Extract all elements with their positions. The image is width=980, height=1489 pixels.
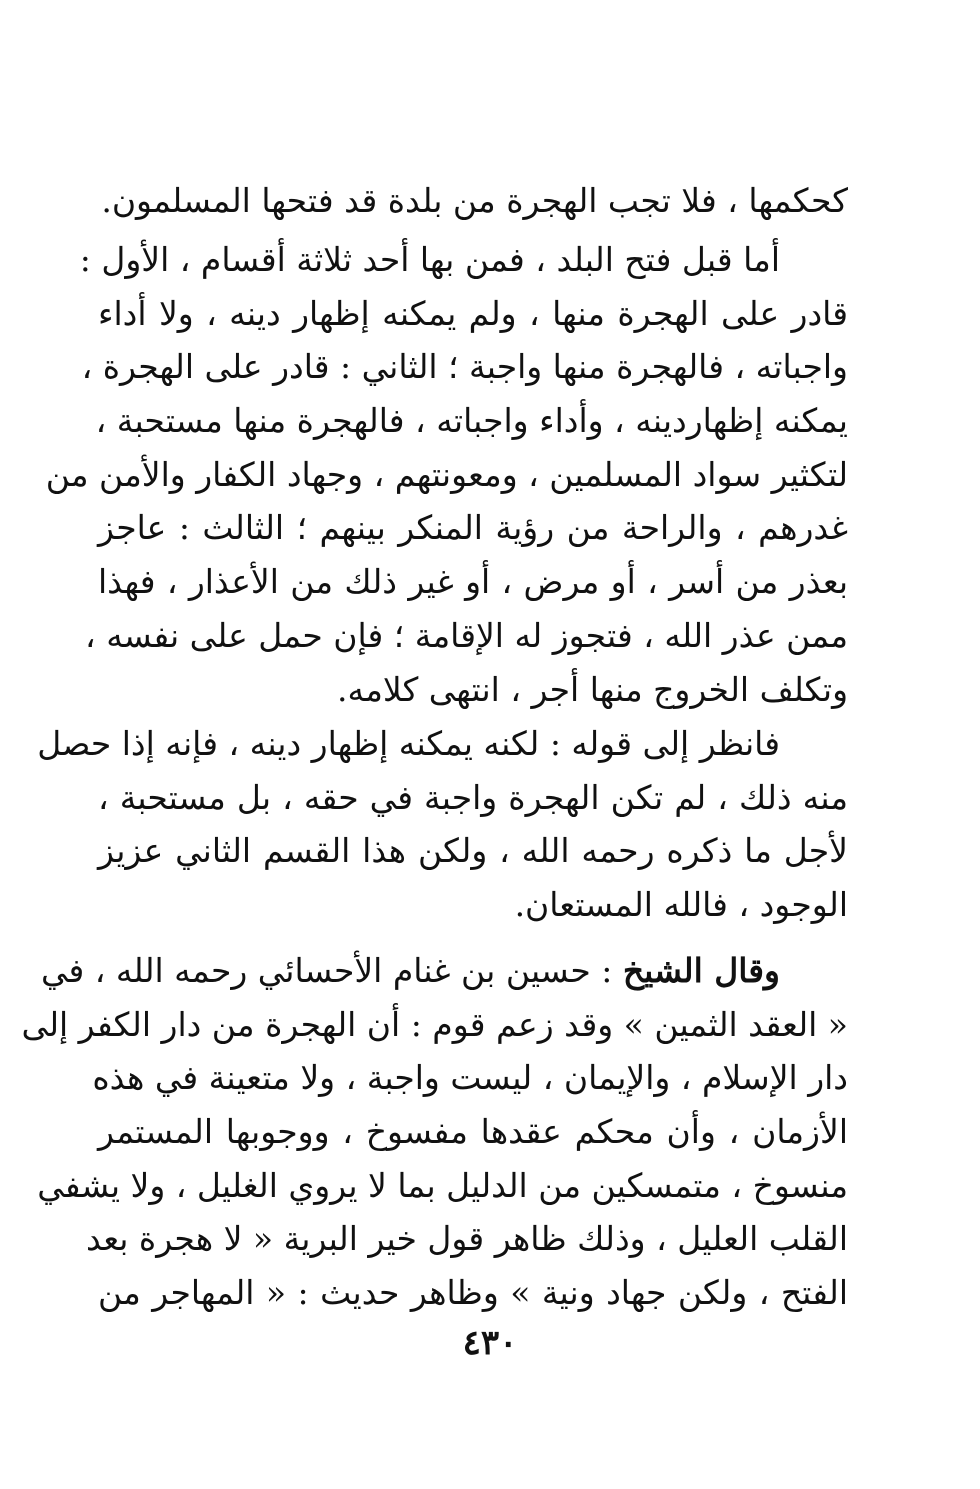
text-line: وتكلف الخروج منها أجر ، انتهى كلامه.	[337, 669, 848, 709]
text-line: بعذر من أسر ، أو مرض ، أو غير ذلك من الأعذار ، فهذا	[98, 562, 848, 602]
page-number: ٤٣٠	[462, 1323, 518, 1363]
text-line: الوجود ، فالله المستعان.	[514, 885, 848, 925]
text-line: قادر على الهجرة منها ، ولم يمكنه إظهار دينه ، ولا أداء	[98, 293, 848, 333]
paragraph-4	[21, 944, 848, 1320]
text-line: كحكمها ، فلا تجب الهجرة من بلدة قد فتحها المسلمون.	[101, 181, 848, 220]
text-line: دار الإسلام ، والإيمان ، ليست واجبة ، ولا متعينة في هذه	[92, 1058, 848, 1098]
text-line: واجباته ، فالهجرة منها واجبة ؛ الثاني : قادر على الهجرة ،	[81, 347, 848, 387]
text-line	[40, 944, 848, 998]
text-line: الفتح ، ولكن جهاد ونية » وظاهر حديث : « المهاجر من	[98, 1273, 848, 1313]
text-fragment: : حسين بن غنام الأحسائي رحمه الله ، في	[40, 951, 623, 990]
text-line: القلب العليل ، وذلك ظاهر قول خير البرية « لا هجرة بعد	[86, 1219, 848, 1259]
text-line: منه ذلك ، لم تكن الهجرة واجبة في حقه ، بل مستحبة ،	[98, 777, 848, 817]
paragraph-2	[45, 233, 848, 716]
text-line: لتكثير سواد المسلمين ، ومعونتهم ، وجهاد الكفار والأمن من	[45, 454, 848, 494]
text-line: يمكنه إظهاردينه ، وأداء واجباته ، فالهجرة منها مستحبة ،	[95, 401, 848, 441]
paragraph-3	[37, 717, 848, 932]
paragraph-1	[98, 174, 848, 228]
text-line: غدرهم ، والراحة من رؤية المنكر بينهم ؛ الثالث : عاجز	[98, 508, 848, 548]
text-line: لأجل ما ذكره رحمه الله ، ولكن هذا القسم الثاني عزيز	[98, 831, 848, 871]
text-line: « العقد الثمين » وقد زعم قوم : أن الهجرة من دار الكفر إلى	[21, 1004, 848, 1044]
text-line: ممن عذر الله ، فتجوز له الإقامة ؛ فإن حمل على نفسه ،	[85, 615, 848, 655]
text-line: فانظر إلى قوله : لكنه يمكنه إظهار دينه ، فإنه إذا حصل	[37, 724, 780, 763]
speaker-name: وقال الشيخ	[622, 951, 780, 990]
text-line: منسوخ ، متمسكين من الدليل بما لا يروي الغليل ، ولا يشفي	[37, 1165, 848, 1205]
text-line: أما قبل فتح البلد ، فمن بها أحد ثلاثة أقسام ، الأول :	[79, 240, 780, 279]
text-line: الأزمان ، وأن محكم عقدها مفسوخ ، ووجوبها المستمر	[98, 1112, 848, 1152]
